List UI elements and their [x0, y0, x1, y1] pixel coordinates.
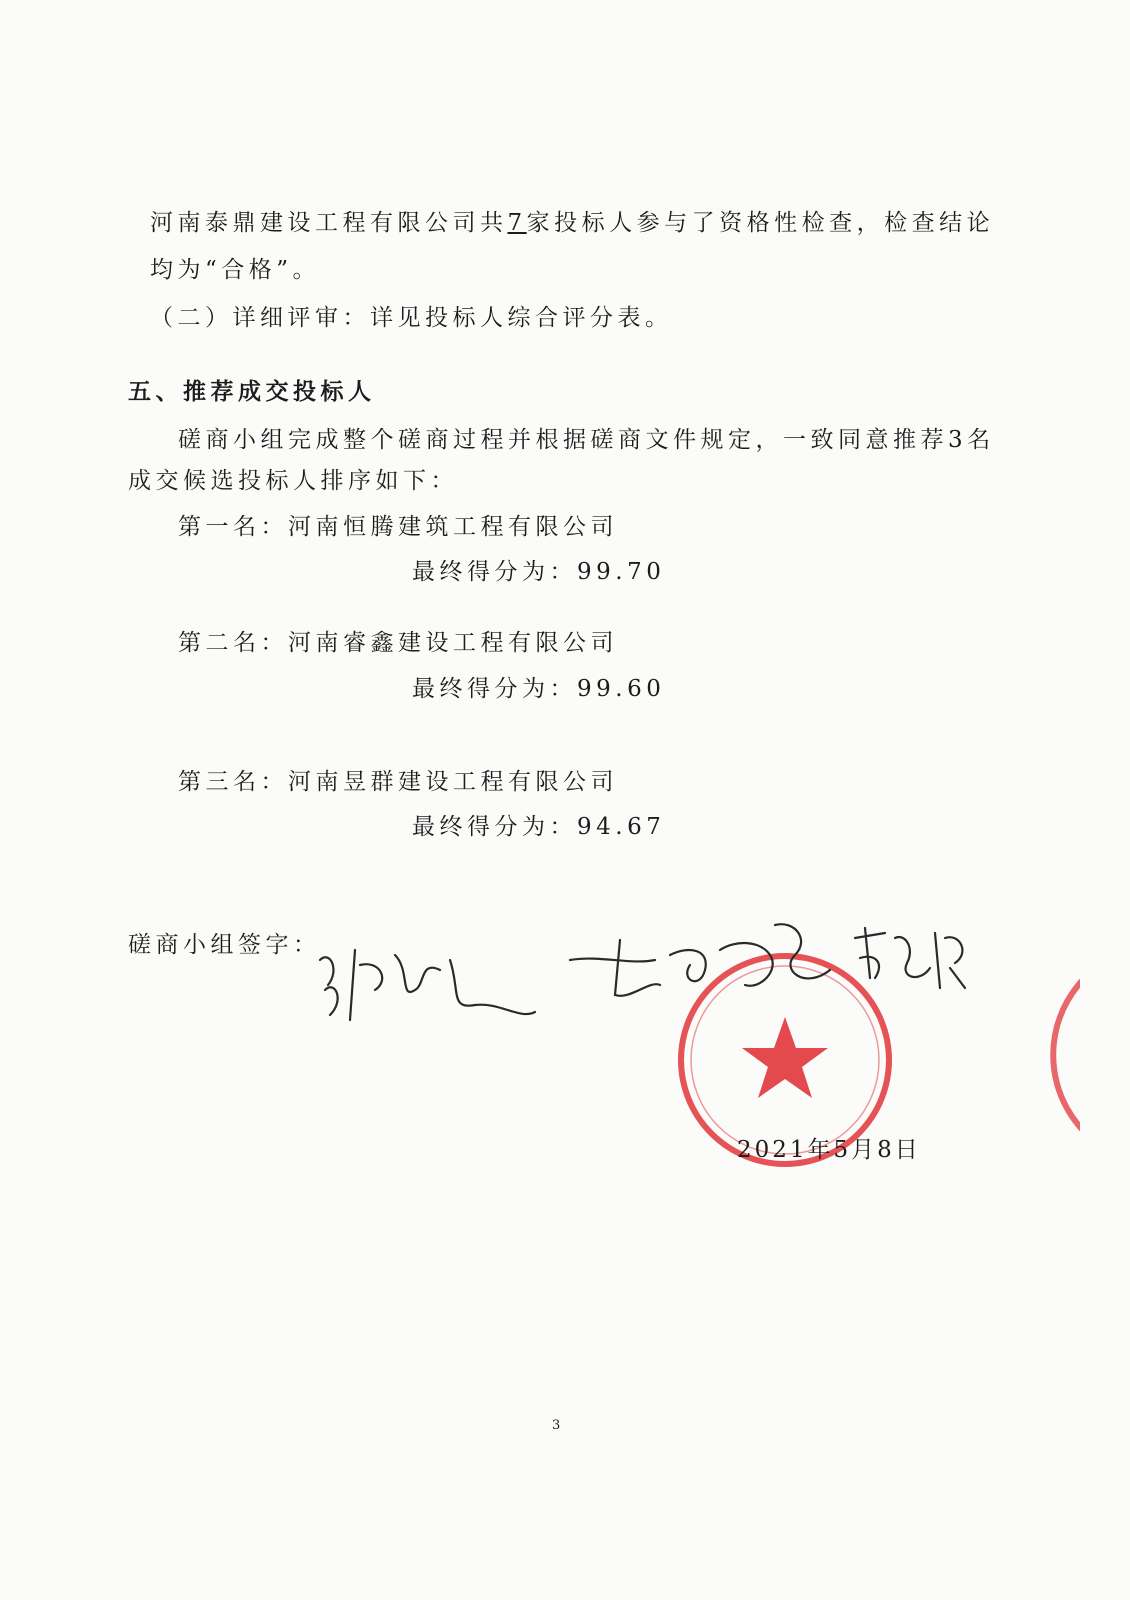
paragraph-1-line-2: 均为“合格”。 [150, 257, 321, 283]
rank-3-score: 最终得分为：94.67 [412, 814, 666, 840]
rank-1-score: 最终得分为：99.70 [412, 559, 666, 585]
red-seal-star-icon [742, 1017, 828, 1098]
paragraph-1-line-1 [150, 208, 994, 238]
handwritten-signature-icon [845, 918, 975, 998]
document-date: 2021年5月8日 [737, 1137, 921, 1163]
signature-label: 磋商小组签字： [128, 932, 321, 958]
section-5-intro-line-1: 磋商小组完成整个磋商过程并根据磋商文件规定，一致同意推荐3名 [178, 427, 995, 453]
bidder-count: 7 [507, 210, 527, 236]
rank-2-score: 最终得分为：99.60 [412, 676, 666, 702]
rank-2-company: 第二名：河南睿鑫建设工程有限公司 [178, 630, 618, 656]
rank-3-company: 第三名：河南昱群建设工程有限公司 [178, 769, 618, 795]
section-5-heading: 五、推荐成交投标人 [128, 378, 376, 405]
text-segment: 河南泰鼎建设工程有限公司共 [150, 210, 508, 236]
section-5-intro-line-2: 成交候选投标人排序如下： [128, 468, 458, 494]
detail-review-line: （二）详细评审：详见投标人综合评分表。 [150, 305, 673, 331]
handwritten-signature-icon [300, 930, 540, 1030]
rank-1-company: 第一名：河南恒腾建筑工程有限公司 [178, 514, 618, 540]
handwritten-signature-icon [560, 910, 840, 1020]
page-number: 3 [552, 1418, 561, 1433]
text-segment: 家投标人参与了资格性检查，检查结论 [526, 210, 995, 236]
partial-seal-arc [1053, 965, 1080, 1145]
partial-seal [990, 955, 1080, 1155]
